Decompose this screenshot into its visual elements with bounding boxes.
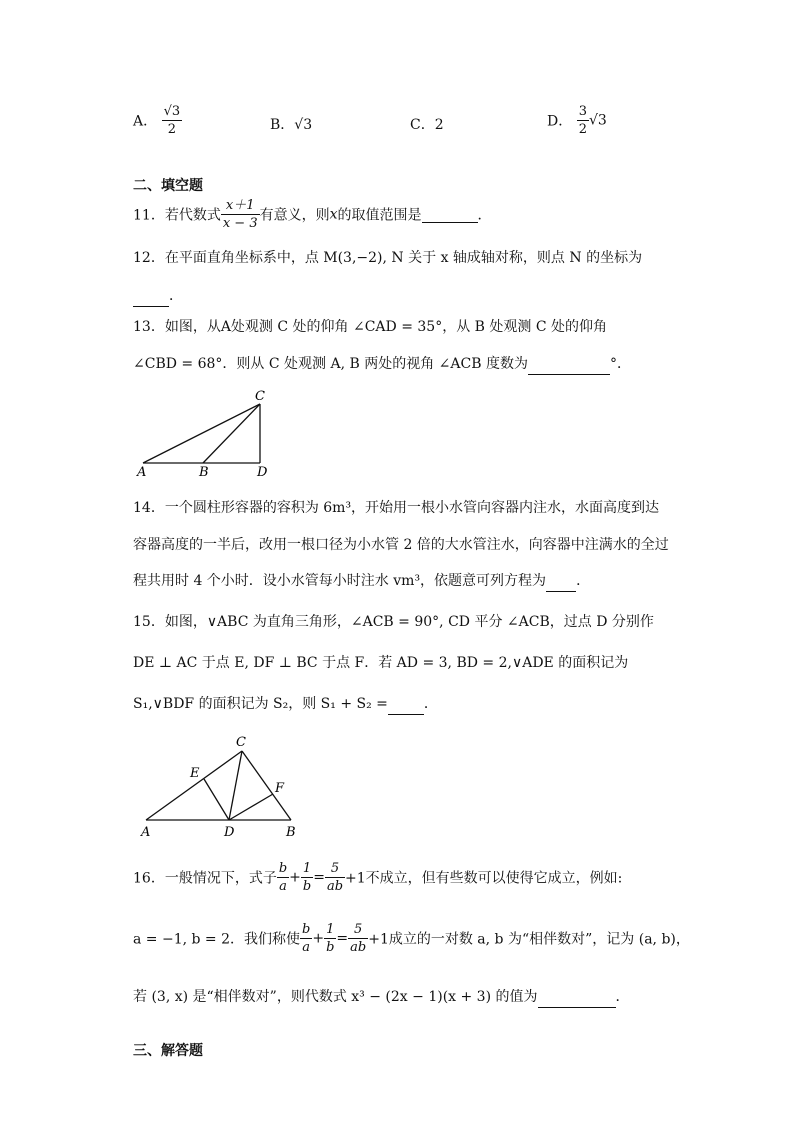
q16-f2-num: 1 [301, 862, 313, 878]
q15-label-f: F [275, 781, 285, 796]
option-d-fraction [577, 105, 589, 136]
q16-f2-den-2: b [326, 940, 335, 955]
q11-suffix: 有意义，则 [259, 207, 330, 224]
option-d [547, 105, 607, 136]
q13-label-a: A [137, 465, 147, 480]
q16-f2-num-2: 1 [324, 923, 336, 939]
q16-fraction-b-over-a-2 [300, 923, 312, 954]
q15-label-e: E [190, 766, 200, 781]
option-a-numerator: √3 [163, 104, 181, 119]
q16-definition: +1成立的一对数 a, b 为“相伴数对”，记为 (a, b)， [368, 931, 690, 948]
q11-answer-blank[interactable] [422, 206, 478, 223]
q11-prefix: 11．若代数式 [133, 207, 221, 224]
option-a-fraction [162, 105, 183, 136]
q16-fraction-1-over-b [301, 862, 313, 893]
q14-answer-blank[interactable] [546, 575, 576, 592]
question-16-line-2 [133, 923, 690, 963]
q16-f2-den: b [302, 879, 312, 894]
q16-answer-blank[interactable] [538, 991, 616, 1008]
q11-tail: 的取值范围是 [337, 207, 422, 224]
option-d-numerator: 3 [578, 104, 587, 119]
q13-segment-bc [203, 404, 260, 463]
q15-label-c: C [236, 735, 246, 750]
q16-equals: = [313, 869, 325, 886]
option-b-label: B． [270, 117, 295, 133]
q15-text: S₁,∨BDF 的面积记为 S₂，则 S₁ + S₂ = [133, 696, 388, 712]
q16-end: ． [615, 989, 630, 1005]
q16-f1-den-2: a [302, 940, 311, 955]
q15-label-d: D [224, 825, 235, 840]
q15-segment-cd [229, 751, 242, 820]
q15-figure [138, 730, 308, 842]
q16-intro: 16．一般情况下，式子 [133, 870, 277, 887]
question-15-line-2: DE ⊥ AC 于点 E, DF ⊥ BC 于点 F．若 AD = 3, BD = 2,∨ADE 的面积记为 [133, 655, 629, 671]
section-title-fill-in: 二、填空题 [133, 178, 203, 194]
q16-example: a = −1, b = 2．我们称使 [133, 931, 301, 948]
question-14-line-1: 14．一个圆柱形容器的容积为 6m³，开始用一根小水管向容器内注水，水面高度到达 [133, 500, 660, 516]
q15-label-a: A [141, 825, 151, 840]
question-16-line-3 [133, 986, 630, 1008]
q16-fraction-5-over-ab-2 [348, 923, 368, 954]
option-a-label: A． [133, 113, 158, 130]
question-15-line-1: 15．如图，∨ABC 为直角三角形，∠ACB = 90°, CD 平分 ∠ACB，过点 D 分别作 [133, 614, 654, 630]
q11-denominator: x − 3 [222, 216, 258, 231]
q13-segment-ac [143, 404, 260, 463]
q15-answer-blank[interactable] [388, 698, 424, 715]
question-12-line-1: 12．在平面直角坐标系中，点 M(3,−2), N 关于 x 轴成轴对称，则点 N 的坐标为 [133, 250, 643, 266]
q16-fraction-b-over-a [277, 862, 289, 893]
q16-f3-den: ab [326, 879, 344, 894]
q11-numerator: x＋1 [221, 199, 260, 215]
question-16-line-1 [133, 862, 622, 902]
q13-label-b: B [199, 465, 209, 480]
q11-variable: x [329, 206, 338, 223]
question-11 [133, 199, 492, 235]
q13-label-c: C [255, 389, 265, 404]
q13-label-d: D [257, 465, 268, 480]
q16-f1-num-2: b [302, 922, 311, 937]
option-d-label: D． [547, 113, 573, 130]
q16-equals-2: = [336, 930, 349, 947]
option-d-denominator: 2 [578, 122, 587, 137]
option-b-value: √3 [294, 117, 313, 133]
q16-f1-num: b [278, 861, 288, 876]
q16-f1-den: a [279, 879, 287, 894]
option-a [133, 105, 182, 145]
q16-intro-tail: +1不成立，但有些数可以使得它成立，例如: [345, 870, 623, 887]
question-12-line-2 [133, 285, 183, 307]
q15-end: ． [423, 696, 438, 712]
q15-label-b: B [286, 825, 296, 840]
q16-f3-num: 5 [325, 862, 345, 878]
question-14-line-3 [133, 570, 590, 592]
q14-end: ． [576, 573, 591, 589]
q15-segment-ac [146, 751, 242, 820]
option-c-value: 2 [434, 117, 444, 133]
question-14-line-2: 容器高度的一半后，改用一根口径为小水管 2 倍的大水管注水，向容器中注满水的全过 [133, 537, 669, 553]
question-13-line-1: 13．如图，从A处观测 C 处的仰角 ∠CAD = 35°，从 B 处观测 C 处的仰角 [133, 319, 608, 335]
option-b [270, 114, 312, 134]
q14-text: 程共用时 4 个小时．设小水管每小时注水 vm³，依题意可列方程为 [133, 573, 547, 589]
question-13-line-2 [133, 353, 631, 375]
question-15-line-3 [133, 693, 438, 715]
q13-text: ∠CBD = 68°．则从 C 处观测 A, B 两处的视角 ∠ACB 度数为 [133, 356, 528, 372]
q13-end: °． [609, 356, 631, 372]
q16-question: 若 (3, x) 是“相伴数对”，则代数式 x³ − (2x − 1)(x + 3) 的值为 [133, 989, 538, 1005]
q12-end: ． [169, 288, 183, 304]
q13-figure [130, 386, 280, 480]
option-c-label: C． [410, 117, 435, 133]
q16-f3-den-2: ab [350, 940, 367, 955]
q16-plus: + [289, 869, 301, 886]
q16-fraction-1-over-b-2 [324, 923, 336, 954]
q13-answer-blank[interactable] [528, 358, 610, 375]
section-title-solutions: 三、解答题 [133, 1043, 203, 1059]
q16-plus-2: + [312, 930, 325, 947]
option-a-denominator: 2 [167, 122, 176, 137]
q11-fraction [221, 199, 260, 230]
q12-answer-blank[interactable] [133, 290, 169, 307]
q16-fraction-5-over-ab [325, 862, 345, 893]
option-c [410, 114, 444, 134]
q15-segment-de [204, 779, 229, 820]
q15-segment-df [229, 794, 273, 820]
option-d-tail: √3 [588, 112, 607, 129]
q16-f3-num-2: 5 [348, 923, 368, 939]
q11-end: ． [477, 207, 492, 224]
